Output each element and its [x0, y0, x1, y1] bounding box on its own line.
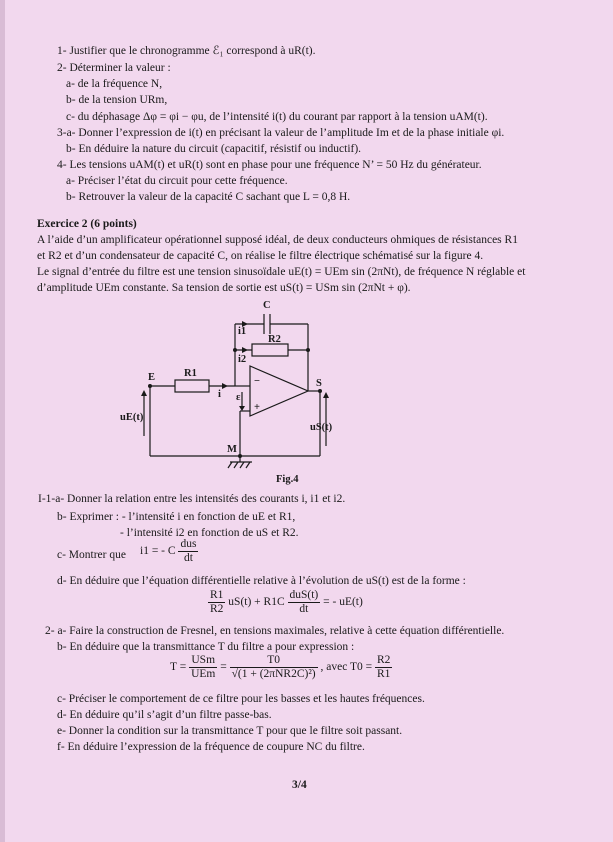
question-3a: 3-a- Donner l’expression de i(t) en précisant la valeur de l’amplitude Im et de la phase initiale φi.: [57, 127, 505, 139]
question-2a: 2- a- Faire la construction de Fresnel, en tensions maximales, relative à cette équation différentielle.: [45, 625, 505, 637]
eq-i1-frac: [178, 538, 198, 565]
question-3b: b- En déduire la nature du circuit (capacitif, résistif ou inductif).: [66, 143, 362, 155]
eq-T-num3: R2: [376, 654, 391, 666]
eq-diff-frac1: [208, 589, 225, 616]
question-I1c: c- Montrer que: [57, 549, 126, 561]
eq-diff-num: R1: [210, 589, 224, 601]
eq-i1-lhs: i1 = - C: [140, 545, 176, 558]
eq-diff-mid: uS(t) + R1C: [228, 596, 285, 609]
page-number: 3/4: [292, 779, 307, 791]
label-uE: uE(t): [120, 412, 144, 423]
label-uS: uS(t): [310, 422, 333, 433]
question-2a: a- de la fréquence N,: [66, 78, 163, 90]
label-M: M: [227, 444, 237, 455]
question-2: 2- Déterminer la valeur :: [57, 62, 171, 74]
question-4b: b- Retrouver la valeur de la capacité C sachant que L = 0,8 H.: [66, 191, 351, 203]
eq-T-eq: =: [220, 661, 227, 674]
page-edge: [0, 0, 5, 842]
eq-diff-num2: duS(t): [289, 589, 319, 601]
label-i1: i1: [238, 326, 247, 337]
eq-T-den3: R1: [376, 668, 391, 680]
eq-T-frac3: [375, 654, 392, 681]
question-2c: c- Préciser le comportement de ce filtre pour les basses et les hautes fréquences.: [57, 693, 425, 705]
label-R2: R2: [268, 334, 281, 345]
eq-diff-rhs: = - uE(t): [323, 596, 363, 609]
eq-diff-den: R2: [210, 603, 224, 615]
question-2c: c- du déphasage Δφ = φi − φu, de l’intensité i(t) du courant par rapport à la tension uAM(t).: [66, 111, 488, 123]
eq-T-num2: T0: [230, 654, 318, 668]
question-I1b-2: - l’intensité i2 en fonction de uS et R2.: [120, 527, 299, 539]
label-i2: i2: [238, 354, 247, 365]
question-4: 4- Les tensions uAM(t) et uR(t) sont en phase pour une fréquence N’ = 50 Hz du générateur.: [57, 159, 482, 171]
eq-T-frac1: [189, 654, 217, 681]
label-R1: R1: [184, 368, 197, 379]
question-2f: f- En déduire l’expression de la fréquence de coupure NC du filtre.: [57, 741, 365, 753]
intro-line-3: Le signal d’entrée du filtre est une tension sinusoïdale uE(t) = UEm sin (2πNt), de fréquence N réglable et: [37, 266, 526, 278]
eq-i1-num: dus: [180, 538, 197, 550]
label-C: C: [263, 300, 271, 311]
question-I1b: b- Exprimer : - l’intensité i en fonction de uE et R1,: [57, 511, 296, 523]
label-epsilon: ε: [236, 392, 241, 403]
circuit-figure: [120, 296, 360, 486]
question-2b: b- En déduire que la transmittance T du filtre a pour expression :: [57, 641, 355, 653]
eq-T-den1: UEm: [191, 668, 216, 680]
equation-i1: [140, 538, 198, 565]
question-2b: b- de la tension URm,: [66, 94, 168, 106]
equation-differential: [208, 589, 363, 616]
question-2d: d- En déduire qu’il s’agit d’un filtre passe-bas.: [57, 709, 272, 721]
label-E: E: [148, 372, 156, 383]
eq-i1-den: dt: [183, 552, 193, 564]
eq-T-num1: USm: [189, 654, 217, 668]
question-4a: a- Préciser l’état du circuit pour cette fréquence.: [66, 175, 288, 187]
question-1: 1- Justifier que le chronogramme ℰ₁ correspond à uR(t).: [57, 45, 316, 57]
eq-T-avec: , avec T0 =: [320, 661, 373, 674]
label-minus: −: [254, 376, 260, 387]
label-S: S: [316, 378, 322, 389]
intro-line-2: et R2 et d’un condensateur de capacité C, on réalise le filtre électrique schématisé sur la figure 4.: [37, 250, 484, 262]
question-2e: e- Donner la condition sur la transmittance T pour que le filtre soit passant.: [57, 725, 403, 737]
figure-caption: Fig.4: [276, 474, 299, 485]
intro-line-1: A l’aide d’un amplificateur opérationnel supposé idéal, de deux conducteurs ohmiques de résistances R1: [37, 234, 518, 246]
intro-line-4: d’amplitude UEm constante. Sa tension de sortie est uS(t) = USm sin (2πNt + φ).: [37, 282, 411, 294]
eq-T-den2: √(1 + (2πNR2C)²): [231, 668, 316, 680]
eq-T-frac2: [230, 654, 318, 681]
question-I1d: d- En déduire que l’équation différentielle relative à l’évolution de uS(t) est de la forme :: [57, 575, 466, 587]
equation-transmittance: [170, 654, 392, 681]
exercise-2-title: Exercice 2 (6 points): [37, 218, 137, 230]
eq-diff-frac2: [288, 589, 321, 616]
eq-T-lhs: T =: [170, 661, 187, 674]
label-i: i: [218, 389, 221, 400]
label-plus: +: [254, 402, 260, 413]
question-I1a: I-1-a- Donner la relation entre les intensités des courants i, i1 et i2.: [38, 493, 346, 505]
eq-diff-den2: dt: [299, 603, 309, 615]
